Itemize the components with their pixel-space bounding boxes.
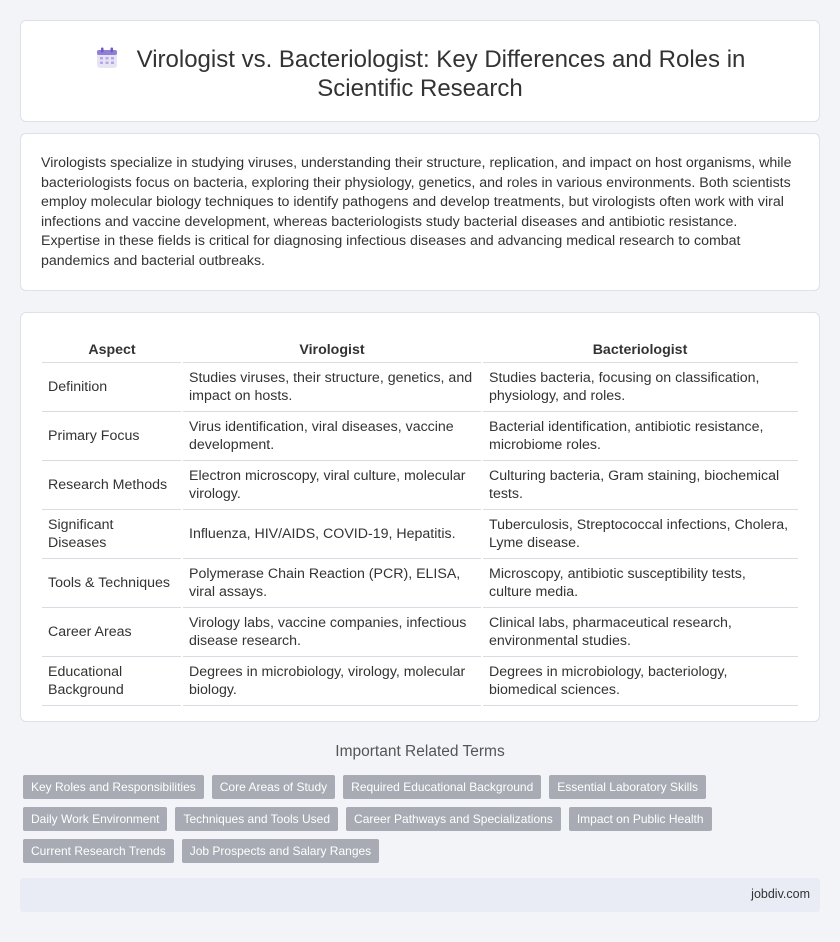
- footer: [20, 878, 820, 912]
- row-aspect: Definition: [42, 362, 182, 411]
- intro-paragraph: Virologists specialize in studying viruses, understanding their structure, replication, and impact on host organisms, while bacteriologists focus on bacteria, exploring their physiology, genetics, and roles in various environments. Both scientists employ molecular biology techniques to identify pathogens and develop treatments, but virologists often work with viral infections and vaccine development, whereas bacteriologists study bacterial diseases and antibiotic resistance. Expertise in these fields is critical for diagnosing infectious diseases and advancing medical research to combat pandemics and bacterial outbreaks.: [41, 155, 792, 269]
- intro-card: [20, 133, 820, 291]
- table-header-row: [42, 333, 798, 362]
- related-term-tag[interactable]: Core Areas of Study: [212, 775, 335, 799]
- related-term-tag[interactable]: Impact on Public Health: [569, 807, 712, 831]
- related-term-tag[interactable]: Job Prospects and Salary Ranges: [182, 839, 379, 863]
- related-term-tag[interactable]: Essential Laboratory Skills: [549, 775, 706, 799]
- related-term-tag[interactable]: Career Pathways and Specializations: [346, 807, 561, 831]
- related-term-tag[interactable]: Daily Work Environment: [23, 807, 167, 831]
- row-bacteriologist: Degrees in microbiology, bacteriology, biomedical sciences.: [482, 656, 798, 705]
- related-term-tag[interactable]: Key Roles and Responsibilities: [23, 775, 204, 799]
- row-virologist: Virus identification, viral diseases, vaccine development.: [182, 411, 482, 460]
- row-aspect: Primary Focus: [42, 411, 182, 460]
- row-bacteriologist: Tuberculosis, Streptococcal infections, Cholera, Lyme disease.: [482, 509, 798, 558]
- table-row: [42, 509, 798, 558]
- related-term-tag[interactable]: Required Educational Background: [343, 775, 541, 799]
- row-bacteriologist: Bacterial identification, antibiotic resistance, microbiome roles.: [482, 411, 798, 460]
- comparison-card: [20, 312, 820, 722]
- page-title: [21, 21, 819, 103]
- row-aspect: Research Methods: [42, 460, 182, 509]
- row-bacteriologist: Clinical labs, pharmaceutical research, environmental studies.: [482, 607, 798, 656]
- row-bacteriologist: Microscopy, antibiotic susceptibility tests, culture media.: [482, 558, 798, 607]
- row-virologist: Polymerase Chain Reaction (PCR), ELISA, viral assays.: [182, 558, 482, 607]
- header-aspect: Aspect: [42, 333, 182, 362]
- table-row: [42, 607, 798, 656]
- title-card: [20, 20, 820, 122]
- comparison-table: [42, 333, 798, 706]
- row-aspect: Tools & Techniques: [42, 558, 182, 607]
- row-aspect: Career Areas: [42, 607, 182, 656]
- table-row: [42, 411, 798, 460]
- table-row: [42, 656, 798, 705]
- row-virologist: Studies viruses, their structure, genetics, and impact on hosts.: [182, 362, 482, 411]
- table-row: [42, 558, 798, 607]
- page-title-text: Virologist vs. Bacteriologist: Key Differences and Roles in Scientific Research: [136, 46, 746, 102]
- header-virologist: Virologist: [182, 333, 482, 362]
- related-term-tag[interactable]: Current Research Trends: [23, 839, 174, 863]
- table-row: [42, 362, 798, 411]
- row-virologist: Influenza, HIV/AIDS, COVID-19, Hepatitis.: [182, 509, 482, 558]
- related-terms-list: [23, 775, 723, 863]
- row-virologist: Degrees in microbiology, virology, molecular biology.: [182, 656, 482, 705]
- table-row: [42, 460, 798, 509]
- row-aspect: Educational Background: [42, 656, 182, 705]
- row-bacteriologist: Studies bacteria, focusing on classification, physiology, and roles.: [482, 362, 798, 411]
- calendar-icon: [95, 46, 119, 70]
- footer-site-link[interactable]: jobdiv.com: [751, 887, 810, 901]
- related-terms-title: Important Related Terms: [335, 743, 505, 760]
- row-aspect: Significant Diseases: [42, 509, 182, 558]
- row-virologist: Virology labs, vaccine companies, infectious disease research.: [182, 607, 482, 656]
- related-term-tag[interactable]: Techniques and Tools Used: [175, 807, 338, 831]
- row-bacteriologist: Culturing bacteria, Gram staining, biochemical tests.: [482, 460, 798, 509]
- row-virologist: Electron microscopy, viral culture, molecular virology.: [182, 460, 482, 509]
- header-bacteriologist: Bacteriologist: [482, 333, 798, 362]
